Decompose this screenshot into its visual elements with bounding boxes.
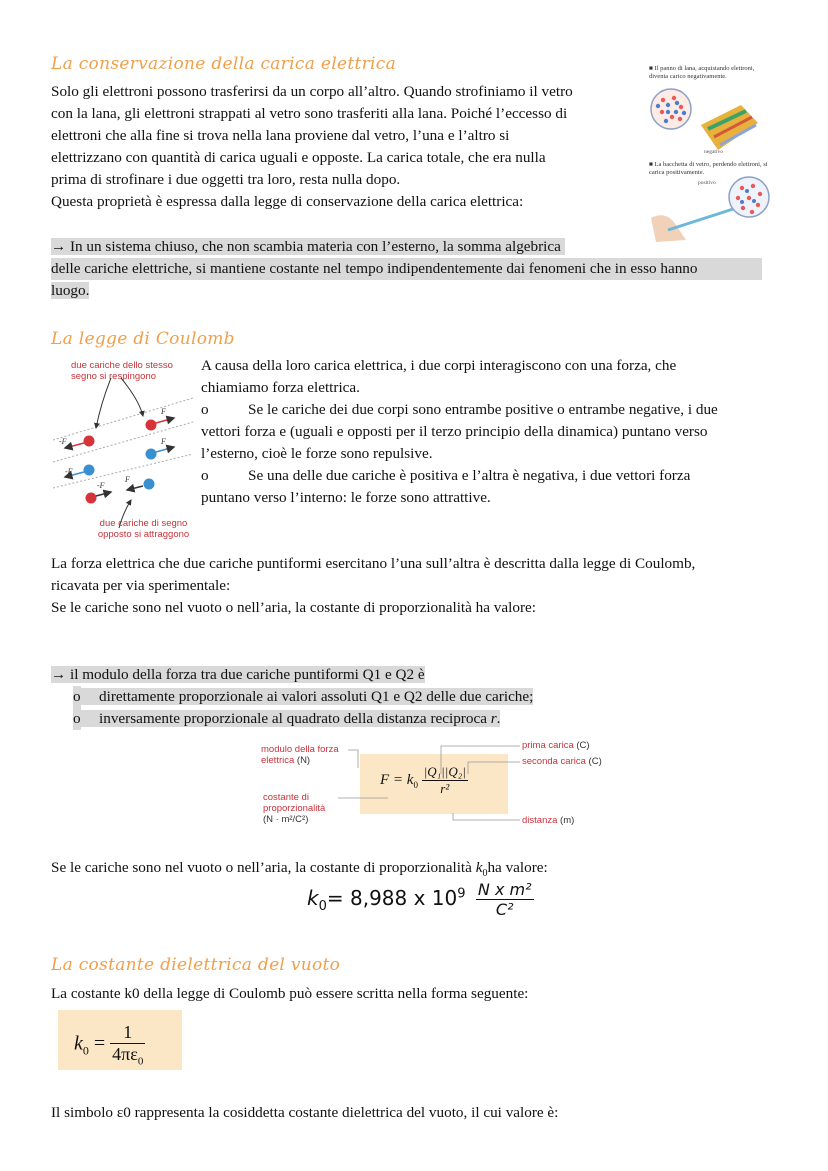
section-title-conservazione: La conservazione della carica elettrica bbox=[51, 54, 397, 74]
bullet-marker: o bbox=[73, 686, 81, 708]
highlight-line: inversamente proporzionale al quadrato della distanza reciproca bbox=[81, 710, 487, 727]
text-line: ricavata per via sperimentale: bbox=[51, 577, 231, 594]
force-label: F bbox=[125, 475, 130, 484]
bullet-marker: o bbox=[201, 467, 209, 484]
text-line: elettroni che alla fine si trova nella lana proviene dal vetro, l’una e l’altro si bbox=[51, 127, 510, 144]
wool-glass-figure bbox=[646, 65, 770, 250]
conservazione-paragraph bbox=[51, 81, 631, 213]
text-line: prima di strofinare i due oggetti tra loro, resta nulla dopo. bbox=[51, 171, 401, 188]
coulomb-formula: $F = k_0$ $\frac{\text{|Q₁||Q₂|}}{\text{r²}}$ bbox=[380, 764, 466, 796]
label-distance: distanza (m) bbox=[522, 815, 575, 826]
highlight-line: → il modulo della forza tra due cariche puntiformi Q1 e Q2 è bbox=[51, 666, 425, 683]
figure-caption-wool: ■ Il panno di lana, acquistando elettroni, diventa carico negativamente. bbox=[649, 65, 755, 80]
text-line: La forza elettrica che due cariche puntiformi esercitano l’una sull’altra è descritta dalla legge di Coulomb, bbox=[51, 555, 696, 572]
force-label: -F bbox=[97, 481, 105, 490]
k0-value-formula: $k_0= 8,988$ x $10^9$ $\frac{\text{N x m²}}{\text{C²}}$ bbox=[307, 880, 532, 919]
dielettrica-line1: La costante k0 della legge di Coulomb può essere scritta nella forma seguente: bbox=[51, 985, 529, 1002]
text-line: Se le cariche sono nel vuoto o nell’aria, la costante di proporzionalità ha valore: bbox=[51, 599, 536, 616]
highlight-line: luogo. bbox=[51, 282, 90, 299]
charges-diagram bbox=[51, 378, 196, 538]
text-line: elettrizzano con quantità di carica uguali e opposte. La carica totale, che era nulla bbox=[51, 149, 546, 166]
dielettrica-line2: Il simbolo ε0 rappresenta la cosiddetta costante dielettrica del vuoto, il cui valore è: bbox=[51, 1104, 559, 1121]
highlight-line: → In un sistema chiuso, che non scambia materia con l’esterno, la somma algebrica bbox=[51, 238, 565, 255]
force-label: F bbox=[161, 437, 166, 446]
bullet-marker: o bbox=[201, 401, 209, 418]
label-same-sign: due cariche dello stesso segno si respingono bbox=[71, 360, 173, 382]
distance-var: r bbox=[490, 710, 497, 727]
label-second-charge: seconda carica (C) bbox=[522, 756, 602, 767]
text-line: A causa della loro carica elettrica, i due corpi interagiscono con una forza, che bbox=[201, 357, 677, 374]
section-title-dielettrica: La costante dielettrica del vuoto bbox=[51, 955, 341, 975]
section-title-coulomb: La legge di Coulomb bbox=[51, 329, 235, 349]
text-line: Solo gli elettroni possono trasferirsi da un corpo all’altro. Quando strofiniamo il vetro bbox=[51, 83, 573, 100]
label-first-charge: prima carica (C) bbox=[522, 740, 590, 751]
label-opposite-sign: due cariche di segno opposto si attraggono bbox=[97, 518, 190, 540]
figure-caption-glass: ■ La bacchetta di vetro, perdendo elettroni, si carica positivamente. bbox=[649, 161, 768, 176]
force-label: F bbox=[161, 407, 166, 416]
force-label: -F bbox=[59, 437, 67, 446]
coulomb-formula-figure bbox=[258, 738, 628, 830]
glass-rod-illustration bbox=[646, 170, 770, 250]
coulomb-law-highlight: → il modulo della forza tra due cariche puntiformi Q1 e Q2 è o direttamente proporzionale ai valori assoluti Q1 e Q2 delle due cariche; o inversamente proporzionale al quadrato della distanza reciproca r. bbox=[51, 664, 533, 730]
text-line: Se le cariche dei due corpi sono entrambe positive o entrambe negative, i due bbox=[248, 401, 718, 418]
k0-sentence: Se le cariche sono nel vuoto o nell’aria, la costante di proporzionalità $k_0ha$ valore: bbox=[51, 859, 548, 880]
label-force: modulo della forza elettrica (N) bbox=[261, 744, 339, 766]
text-line: chiamiamo forza elettrica. bbox=[201, 379, 360, 396]
label-positivo: positivo bbox=[698, 180, 716, 186]
label-negativo: negativo bbox=[704, 149, 723, 155]
coulomb-paragraph bbox=[51, 553, 781, 619]
text-line: Questa proprietà è espressa dalla legge di conservazione della carica elettrica: bbox=[51, 193, 524, 210]
text-line: puntano verso l’interno: le forze sono attrattive. bbox=[201, 489, 491, 506]
force-label: -F bbox=[65, 467, 73, 476]
bullet-marker: o bbox=[73, 708, 81, 730]
k0-dielectric-formula: $k_0$ = $\frac{1}{4\pi\varepsilon_0}$ bbox=[74, 1022, 144, 1068]
k0-dielectric-formula-box bbox=[58, 1010, 182, 1070]
label-constant: costante di proporzionalità (N · m²/C²) bbox=[263, 792, 326, 825]
charges-figure bbox=[51, 358, 196, 543]
text-line: vettori forza e (uguali e opposti per il terzo principio della dinamica) puntano verso bbox=[201, 423, 708, 440]
highlight-line: direttamente proporzionale ai valori assoluti Q1 e Q2 delle due cariche; bbox=[81, 688, 533, 705]
text-line: con la lana, gli elettroni strappati al vetro sono trasferiti alla lana. Poiché l’eccesso di bbox=[51, 105, 568, 122]
coulomb-intro bbox=[201, 355, 776, 509]
highlight-line: delle cariche elettriche, si mantiene costante nel tempo indipendentemente dai fenomeni che in esso hanno bbox=[51, 258, 762, 280]
text-line: l’esterno, cioè le forze sono repulsive. bbox=[201, 445, 433, 462]
text-line: Se una delle due cariche è positiva e l’altra è negativa, i due vettori forza bbox=[248, 467, 691, 484]
